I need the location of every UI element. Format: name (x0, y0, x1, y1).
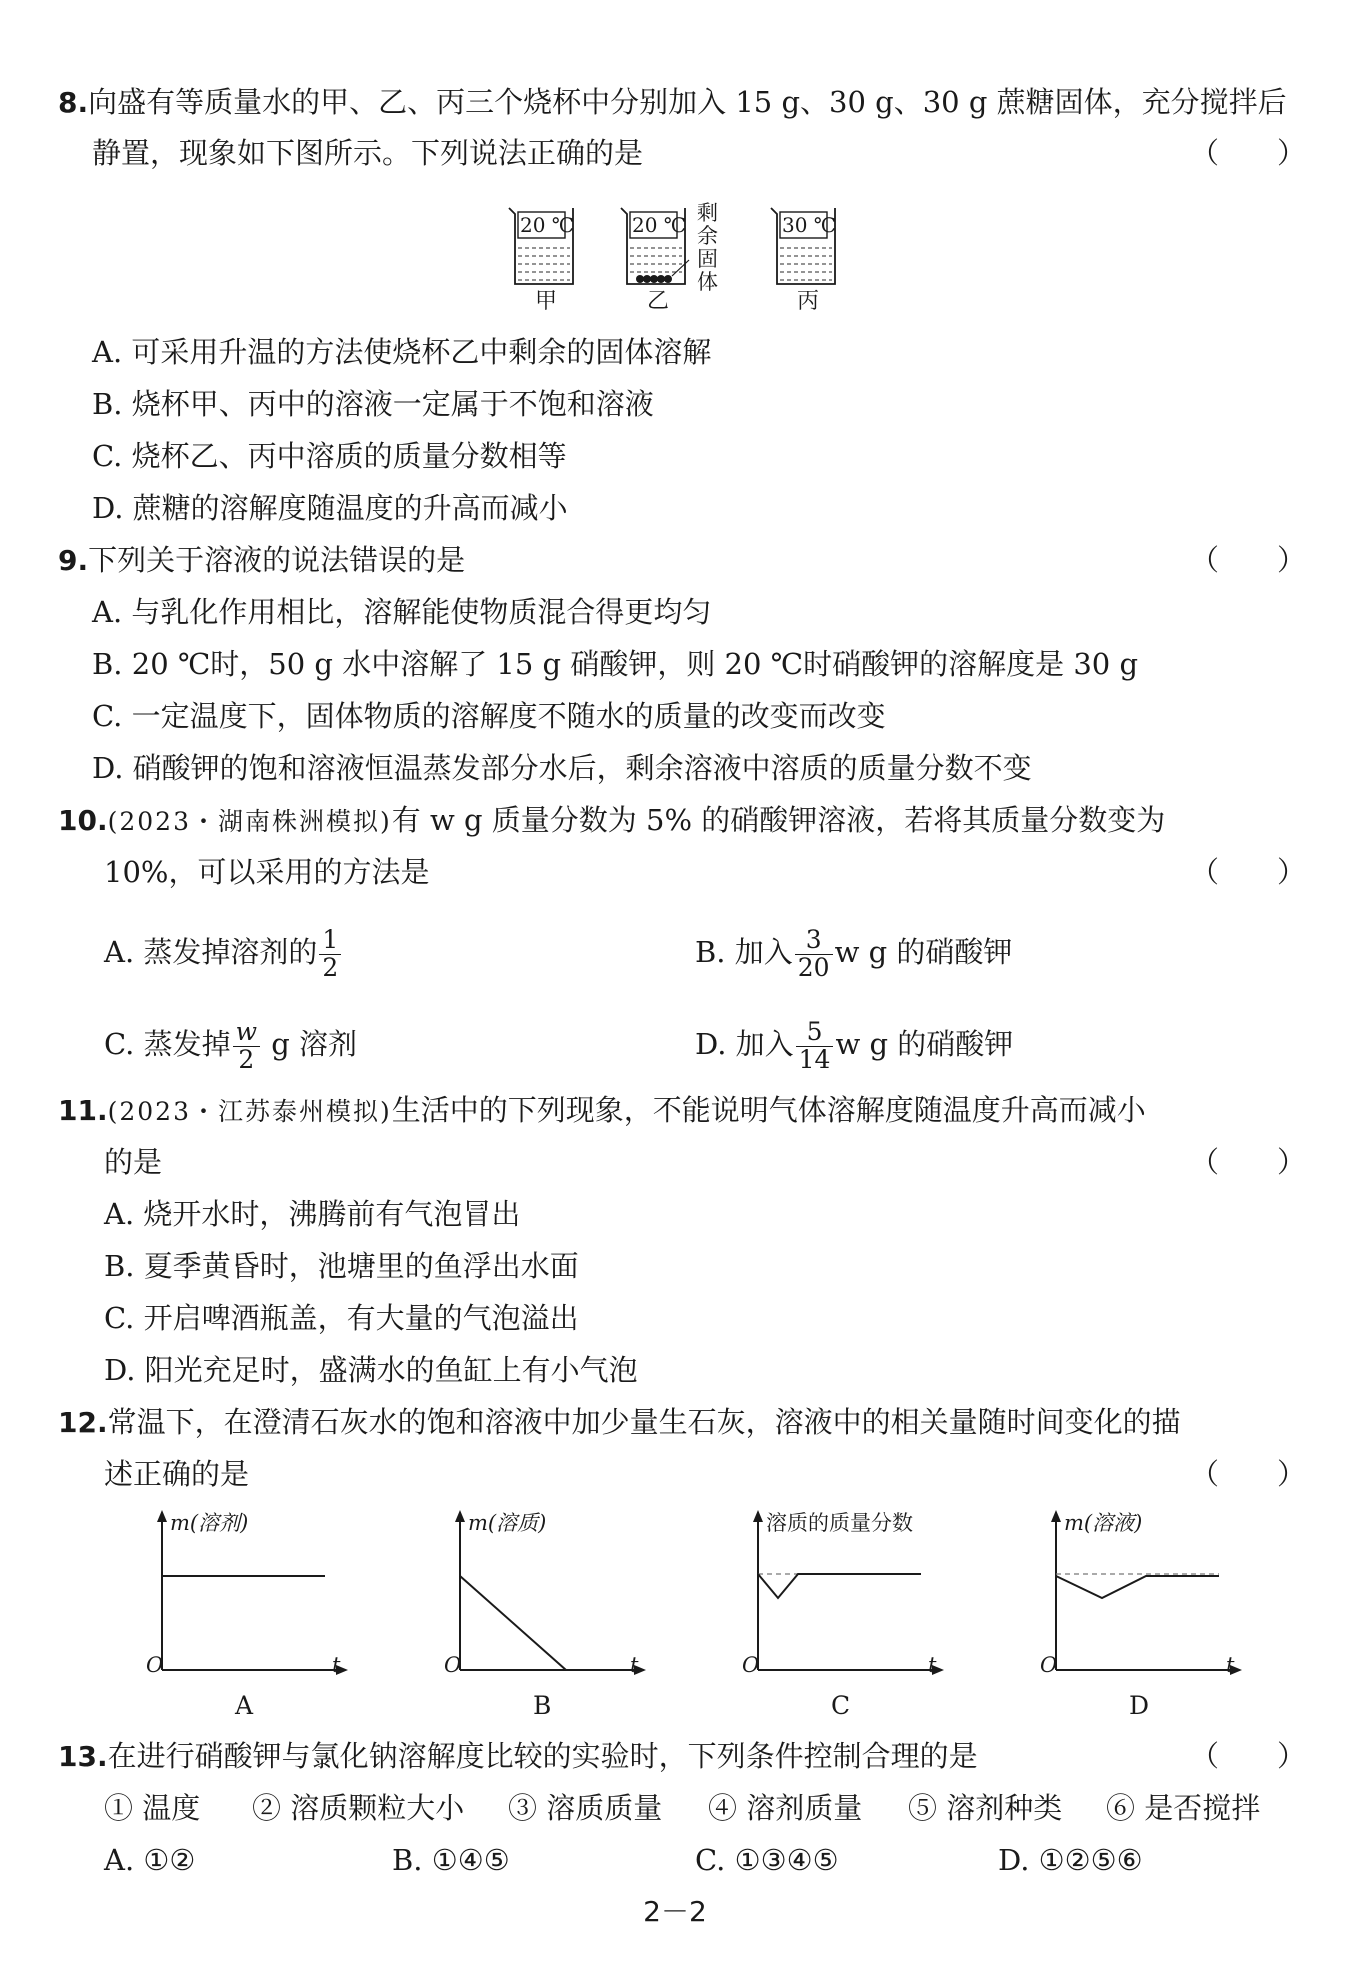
q9-option-a[interactable]: A. 与乳化作用相比，溶解能使物质混合得更均匀 (92, 595, 712, 629)
beaker-jia-temp: 20 ℃ (520, 213, 575, 237)
q11-number: 11. (58, 1094, 108, 1127)
beaker-yi-label: 乙 (647, 289, 670, 314)
q10-source: (2023・湖南株洲模拟) (107, 807, 392, 836)
graph-c-origin: O (742, 1653, 760, 1677)
q11-stem1: 生活中的下列现象，不能说明气体溶解度随温度升高而减小 (391, 1093, 1146, 1127)
beaker-jia (509, 208, 574, 314)
q13-condition-2: ② 溶质颗粒大小 (252, 1791, 465, 1825)
q8-option-a[interactable]: A. 可采用升温的方法使烧杯乙中剩余的固体溶解 (92, 335, 712, 369)
q8-number: 8. (58, 86, 89, 119)
graph-a-xlabel: t (332, 1653, 341, 1677)
q10-option-d-text: D. 加入 (695, 1027, 794, 1061)
graph-d-origin: O (1040, 1653, 1058, 1677)
graph-b-letter: B (533, 1691, 552, 1720)
q13-option-d[interactable]: D. ①②⑤⑥ (998, 1843, 1143, 1877)
beaker-bing-temp: 30 ℃ (782, 213, 837, 237)
q10-option-c-text: C. 蒸发掉 (104, 1027, 231, 1061)
q8-stem-line2: 静置，现象如下图所示。下列说法正确的是 (92, 136, 644, 170)
q13-condition-4: ④ 溶剂质量 (708, 1791, 863, 1825)
q10-option-d-suffix: w g 的硝酸钾 (835, 1027, 1014, 1061)
q10-number: 10. (58, 804, 108, 837)
q10-option-a-fraction (319, 927, 341, 981)
q9-option-b[interactable]: B. 20 ℃时，50 g 水中溶解了 15 g 硝酸钾，则 20 ℃时硝酸钾的溶解度是 30 g (92, 647, 1139, 681)
q11-option-d[interactable]: D. 阳光充足时，盛满水的鱼缸上有小气泡 (104, 1353, 638, 1387)
q13-option-c[interactable]: C. ①③④⑤ (695, 1843, 839, 1877)
fraction-denominator: 2 (238, 1044, 255, 1074)
graph-d-ylabel: m(溶液) (1064, 1511, 1143, 1535)
q13-condition-1: ① 温度 (104, 1791, 201, 1825)
graph-a-origin: O (146, 1653, 164, 1677)
page-number: 2－2 (643, 1895, 707, 1928)
beaker-jia-label: 甲 (535, 289, 558, 314)
q11-answer-bracket: （ ） (1190, 1145, 1307, 1179)
q13-condition-3: ③ 溶质质量 (508, 1791, 663, 1825)
graph-b-ylabel: m(溶质) (468, 1511, 547, 1535)
solid-label-4: 体 (697, 270, 718, 294)
q12-answer-bracket: （ ） (1190, 1457, 1307, 1491)
q9-stem-text: 下列关于溶液的说法错误的是 (88, 543, 466, 577)
fraction-denominator: 14 (798, 1044, 831, 1074)
q12-stem-line2: 述正确的是 (104, 1457, 250, 1491)
graph-b-origin: O (444, 1653, 462, 1677)
fraction-numerator: 5 (796, 1019, 834, 1046)
beaker-yi-temp: 20 ℃ (632, 213, 687, 237)
q10-option-b-text: B. 加入 (695, 935, 793, 969)
q12-graph-d[interactable] (1034, 1500, 1264, 1720)
q9-option-d[interactable]: D. 硝酸钾的饱和溶液恒温蒸发部分水后，剩余溶液中溶质的质量分数不变 (92, 751, 1032, 785)
q12-stem-line1 (58, 1402, 1181, 1443)
q8-beaker-figure (505, 198, 850, 318)
q11-option-b[interactable]: B. 夏季黄昏时，池塘里的鱼浮出水面 (104, 1249, 579, 1283)
q8-option-c[interactable]: C. 烧杯乙、丙中溶质的质量分数相等 (92, 439, 567, 473)
q13-answer-bracket: （ ） (1190, 1739, 1307, 1773)
graph-c-ylabel: 溶质的质量分数 (766, 1511, 913, 1535)
q13-number: 13. (58, 1740, 108, 1773)
fraction-numerator: 3 (795, 927, 833, 954)
graph-d-xlabel: t (1226, 1653, 1235, 1677)
fraction-numerator: w (233, 1019, 260, 1046)
q10-option-b-fraction (795, 927, 833, 981)
q11-option-a[interactable]: A. 烧开水时，沸腾前有气泡冒出 (104, 1197, 521, 1231)
graph-d-letter: D (1129, 1691, 1150, 1720)
q10-option-c-suffix: g 溶剂 (262, 1027, 358, 1061)
q11-source: (2023・江苏泰州模拟) (107, 1097, 392, 1126)
solid-label-2: 余 (697, 224, 718, 248)
q13-stem (58, 1736, 978, 1777)
q13-stem-text: 在进行硝酸钾与氯化钠溶解度比较的实验时，下列条件控制合理的是 (107, 1739, 978, 1773)
q12-stem1: 常温下，在澄清石灰水的饱和溶液中加少量生石灰，溶液中的相关量随时间变化的描 (107, 1405, 1181, 1439)
q9-answer-bracket: （ ） (1190, 543, 1307, 577)
q12-graph-c[interactable] (736, 1500, 966, 1720)
graph-a-ylabel: m(溶剂) (170, 1511, 249, 1535)
q9-number: 9. (58, 544, 89, 577)
remaining-solid (636, 275, 672, 283)
q8-stem1: 向盛有等质量水的甲、乙、丙三个烧杯中分别加入 15 g、30 g、30 g 蔗糖固体，充分搅拌后 (88, 85, 1287, 119)
q13-option-a[interactable]: A. ①② (104, 1843, 196, 1877)
q10-answer-bracket: （ ） (1190, 855, 1307, 889)
q10-option-b-suffix: w g 的硝酸钾 (834, 935, 1013, 969)
beaker-bing-label: 丙 (797, 289, 820, 314)
q10-option-a[interactable] (104, 922, 343, 982)
graph-b-xlabel: t (630, 1653, 639, 1677)
q11-stem-line2: 的是 (104, 1145, 163, 1179)
graph-d-curve (1056, 1576, 1219, 1598)
graph-c-xlabel: t (928, 1653, 937, 1677)
beaker-yi (621, 201, 718, 314)
graph-c-letter: C (831, 1691, 851, 1720)
q9-option-c[interactable]: C. 一定温度下，固体物质的溶解度不随水的质量的改变而改变 (92, 699, 886, 733)
fraction-denominator: 2 (322, 952, 339, 982)
q8-answer-bracket: （ ） (1190, 136, 1307, 170)
graph-b-curve (460, 1576, 566, 1670)
beaker-bing (771, 208, 836, 314)
q11-option-c[interactable]: C. 开启啤酒瓶盖，有大量的气泡溢出 (104, 1301, 579, 1335)
q10-option-d[interactable] (695, 1014, 1013, 1074)
q11-stem-line1 (58, 1090, 1146, 1132)
q10-option-a-text: A. 蒸发掉溶剂的 (104, 935, 318, 969)
fraction-denominator: 20 (797, 952, 830, 982)
q8-option-d[interactable]: D. 蔗糖的溶解度随温度的升高而减小 (92, 491, 568, 525)
q10-stem-line2: 10%，可以采用的方法是 (104, 855, 430, 889)
q10-option-b[interactable] (695, 922, 1012, 982)
fraction-numerator: 1 (319, 927, 341, 954)
q13-option-b[interactable]: B. ①④⑤ (392, 1843, 510, 1877)
q12-graph-b[interactable] (438, 1500, 668, 1720)
q13-condition-5: ⑤ 溶剂种类 (908, 1791, 1063, 1825)
q8-stem-line1 (58, 82, 1287, 123)
q12-graph-a[interactable] (140, 1500, 370, 1720)
q10-stem-line1 (58, 800, 1165, 842)
q10-option-c[interactable] (104, 1014, 357, 1074)
graph-a-letter: A (235, 1691, 254, 1720)
q12-number: 12. (58, 1406, 108, 1439)
solid-label-3: 固 (697, 247, 718, 271)
q10-option-c-fraction (233, 1019, 260, 1073)
q8-option-b[interactable]: B. 烧杯甲、丙中的溶液一定属于不饱和溶液 (92, 387, 654, 421)
q10-option-d-fraction (796, 1019, 834, 1073)
q10-stem1: 有 w g 质量分数为 5% 的硝酸钾溶液，若将其质量分数变为 (391, 803, 1166, 837)
q9-stem (58, 540, 465, 581)
q13-condition-6: ⑥ 是否搅拌 (1106, 1791, 1261, 1825)
graph-c-curve (758, 1574, 921, 1598)
solid-label-1: 剩 (697, 201, 718, 225)
